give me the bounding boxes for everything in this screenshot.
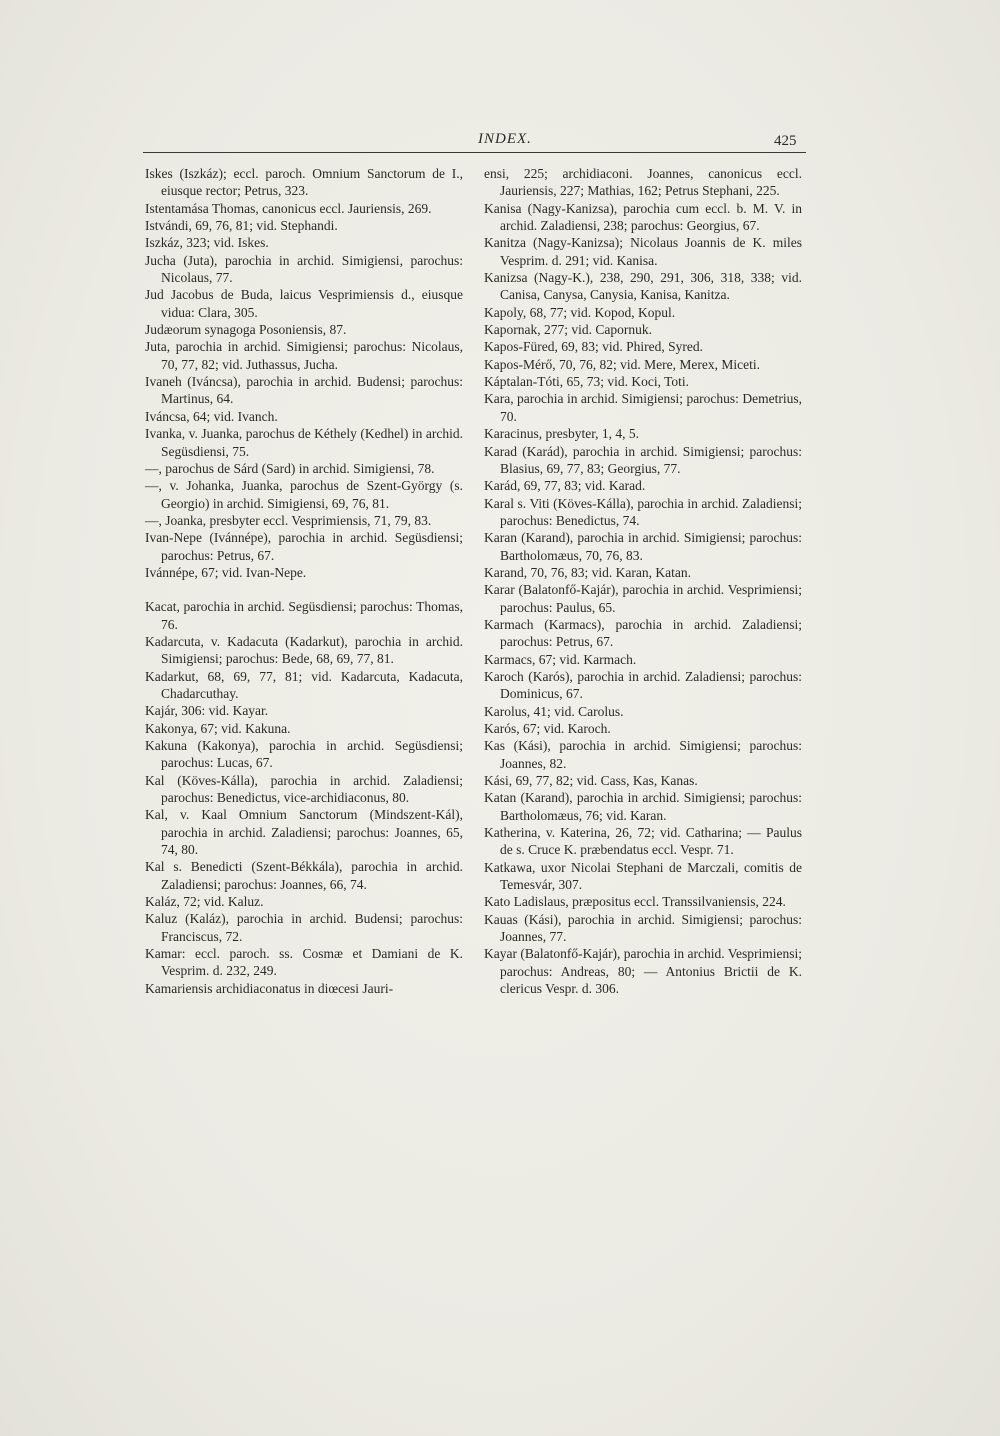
index-entry: Ivaneh (Iváncsa), parochia in archid. Budensi; parochus: Martinus, 64. xyxy=(145,374,463,407)
index-entry: Kadarcuta, v. Kadacuta (Kadarkut), parochia in archid. Simigiensi; parochus: Bede, 68, 69, 77, 81. xyxy=(145,633,463,667)
index-entry: Kamar: eccl. paroch. ss. Cosmæ et Damiani de K. Vesprim. d. 232, 249. xyxy=(145,946,463,979)
index-entry: Karmacs, 67; vid. Karmach. xyxy=(484,651,637,667)
index-entry: Kanitza (Nagy-Kanizsa); Nicolaus Joannis de K. miles Vesprim. d. 291; vid. Kanisa. xyxy=(484,235,802,268)
index-entry: —, v. Johanka, Juanka, parochus de Szent-György (s. Georgio) in archid. Simigiensi, 69, 76, 81. xyxy=(145,478,463,511)
index-entry: Kakonya, 67; vid. Kakuna. xyxy=(145,720,291,736)
header-rule xyxy=(143,152,806,153)
index-entry: Karacinus, presbyter, 1, 4, 5. xyxy=(484,426,640,442)
index-entry: Ivan-Nepe (Ivánnépe), parochia in archid. Següsdiensi; parochus: Petrus, 67. xyxy=(145,530,463,563)
running-head: INDEX. xyxy=(478,131,532,147)
index-entry: Kamariensis archidiaconatus in diœcesi Jauri- xyxy=(145,980,394,996)
section-gap xyxy=(145,581,463,598)
index-entry: Kauas (Kási), parochia in archid. Simigiensi; parochus: Joannes, 77. xyxy=(484,911,802,945)
index-entry: Istentamása Thomas, canonicus eccl. Jauriensis, 269. xyxy=(145,200,432,216)
index-entry: Kadarkut, 68, 69, 77, 81; vid. Kadarcuta, Kadacuta, Chadarcuthay. xyxy=(145,668,463,701)
index-entry: Karoch (Karós), parochia in archid. Zaladiensi; parochus: Dominicus, 67. xyxy=(484,668,802,702)
index-entry: Kajár, 306: vid. Kayar. xyxy=(145,703,269,719)
index-entry: Karad (Karád), parochia in archid. Simigiensi; parochus: Blasius, 69, 77, 83; Georgius, 77. xyxy=(484,443,802,476)
index-entry: Kal, v. Kaal Omnium Sanctorum (Mindszent-Kál), parochia in archid. Zaladiensi; parochus: Joannes, 65, 74, 80. xyxy=(145,807,463,858)
index-entry: Kal s. Benedicti (Szent-Békkála), parochia in archid. Zaladiensi; parochus: Joannes, 66, 74. xyxy=(145,859,463,892)
index-entry: Jucha (Juta), parochia in archid. Simigiensi, parochus: Nicolaus, 77. xyxy=(145,252,463,286)
index-entry: Kaláz, 72; vid. Kaluz. xyxy=(145,894,264,910)
index-entry: Karád, 69, 77, 83; vid. Karad. xyxy=(484,478,646,494)
index-entry: Karal s. Viti (Köves-Kálla), parochia in archid. Zaladiensi; parochus: Benedictus, 74. xyxy=(484,495,802,528)
index-entry: Iváncsa, 64; vid. Ivanch. xyxy=(145,408,278,424)
index-entry: Ivánnépe, 67; vid. Ivan-Nepe. xyxy=(145,564,307,580)
index-entry: —, parochus de Sárd (Sard) in archid. Simigiensi, 78. xyxy=(145,460,435,476)
index-entry: Kato Ladislaus, præpositus eccl. Transsilvaniensis, 224. xyxy=(484,894,786,910)
index-entry: Karan (Karand), parochia in archid. Simigiensi; parochus: Bartholomæus, 70, 76, 83. xyxy=(484,530,802,563)
index-entry: Kas (Kási), parochia in archid. Simigiensi; parochus: Joannes, 82. xyxy=(484,738,802,771)
index-entry: Karolus, 41; vid. Carolus. xyxy=(484,703,624,719)
index-entry: Kanisa (Nagy-Kanizsa), parochia cum eccl. b. M. V. in archid. Zaladiensi, 238; parochus: Georgius, 67. xyxy=(484,200,802,234)
index-entry: Káptalan-Tóti, 65, 73; vid. Koci, Toti. xyxy=(484,374,690,390)
index-entry: ensi, 225; archidiaconi. Joannes, canonicus eccl. Jauriensis, 227; Mathias, 162; Petrus Stephani, 225. xyxy=(484,166,802,199)
index-entry: Kapos-Mérő, 70, 76, 82; vid. Mere, Merex, Miceti. xyxy=(484,356,760,372)
right-column xyxy=(484,165,802,998)
index-entry: Karar (Balatonfő-Kajár), parochia in archid. Vesprimiensi; parochus: Paulus, 65. xyxy=(484,582,802,615)
index-entry: Katherina, v. Katerina, 26, 72; vid. Catharina; — Paulus de s. Cruce K. præbendatus eccl. Vespr. 71. xyxy=(484,825,802,858)
index-entry: Kaluz (Kaláz), parochia in archid. Budensi; parochus: Franciscus, 72. xyxy=(145,911,463,944)
index-entry: Kayar (Balatonfő-Kajár), parochia in archid. Vesprimiensi; parochus: Andreas, 80; — Antonius Brictii de K. clericus Vespr. d. 306. xyxy=(484,946,803,997)
index-entry: Kacat, parochia in archid. Següsdiensi; parochus: Thomas, 76. xyxy=(145,599,463,632)
page-number: 425 xyxy=(774,133,797,149)
index-entry: —, Joanka, presbyter eccl. Vesprimiensis, 71, 79, 83. xyxy=(145,512,432,528)
index-entry: Karand, 70, 76, 83; vid. Karan, Katan. xyxy=(484,564,691,580)
index-entry: Judæorum synagoga Posoniensis, 87. xyxy=(145,322,347,338)
index-entry: Kal (Köves-Kálla), parochia in archid. Zaladiensi; parochus: Benedictus, vice-archidiaconus, 80. xyxy=(145,772,463,806)
index-entry: Kapoly, 68, 77; vid. Kopod, Kopul. xyxy=(484,304,676,320)
index-entry: Kakuna (Kakonya), parochia in archid. Següsdiensi; parochus: Lucas, 67. xyxy=(145,738,463,771)
index-entry: Kapornak, 277; vid. Capornuk. xyxy=(484,322,652,338)
index-entry: Kanizsa (Nagy-K.), 238, 290, 291, 306, 318, 338; vid. Canisa, Canysa, Canysia, Kanisa, Kanitza. xyxy=(484,270,802,303)
index-entry: Karmach (Karmacs), parochia in archid. Zaladiensi; parochus: Petrus, 67. xyxy=(484,616,802,650)
index-entry: Kapos-Füred, 69, 83; vid. Phired, Syred. xyxy=(484,339,703,355)
left-column xyxy=(145,165,463,997)
index-entry: Ivanka, v. Juanka, parochus de Kéthely (Kedhel) in archid. Següsdiensi, 75. xyxy=(145,426,463,459)
index-entry: Kási, 69, 77, 82; vid. Cass, Kas, Kanas. xyxy=(484,773,698,789)
index-entry: Kara, parochia in archid. Simigiensi; parochus: Demetrius, 70. xyxy=(484,391,802,424)
index-entry: Katkawa, uxor Nicolai Stephani de Marczali, comitis de Temesvár, 307. xyxy=(484,859,802,893)
index-entry: Juta, parochia in archid. Simigiensi; parochus: Nicolaus, 70, 77, 82; vid. Juthassus, Jucha. xyxy=(145,339,463,372)
index-entry: Istvándi, 69, 76, 81; vid. Stephandi. xyxy=(145,218,338,234)
index-entry: Iskes (Iszkáz); eccl. paroch. Omnium Sanctorum de I., eiusque rector; Petrus, 323. xyxy=(145,166,463,199)
index-entry: Iszkáz, 323; vid. Iskes. xyxy=(145,235,269,251)
index-entry: Karós, 67; vid. Karoch. xyxy=(484,721,611,736)
index-entry: Jud Jacobus de Buda, laicus Vesprimiensis d., eiusque vidua: Clara, 305. xyxy=(145,287,463,320)
index-entry: Katan (Karand), parochia in archid. Simigiensi; parochus: Bartholomæus, 76; vid. Karan. xyxy=(484,790,802,823)
